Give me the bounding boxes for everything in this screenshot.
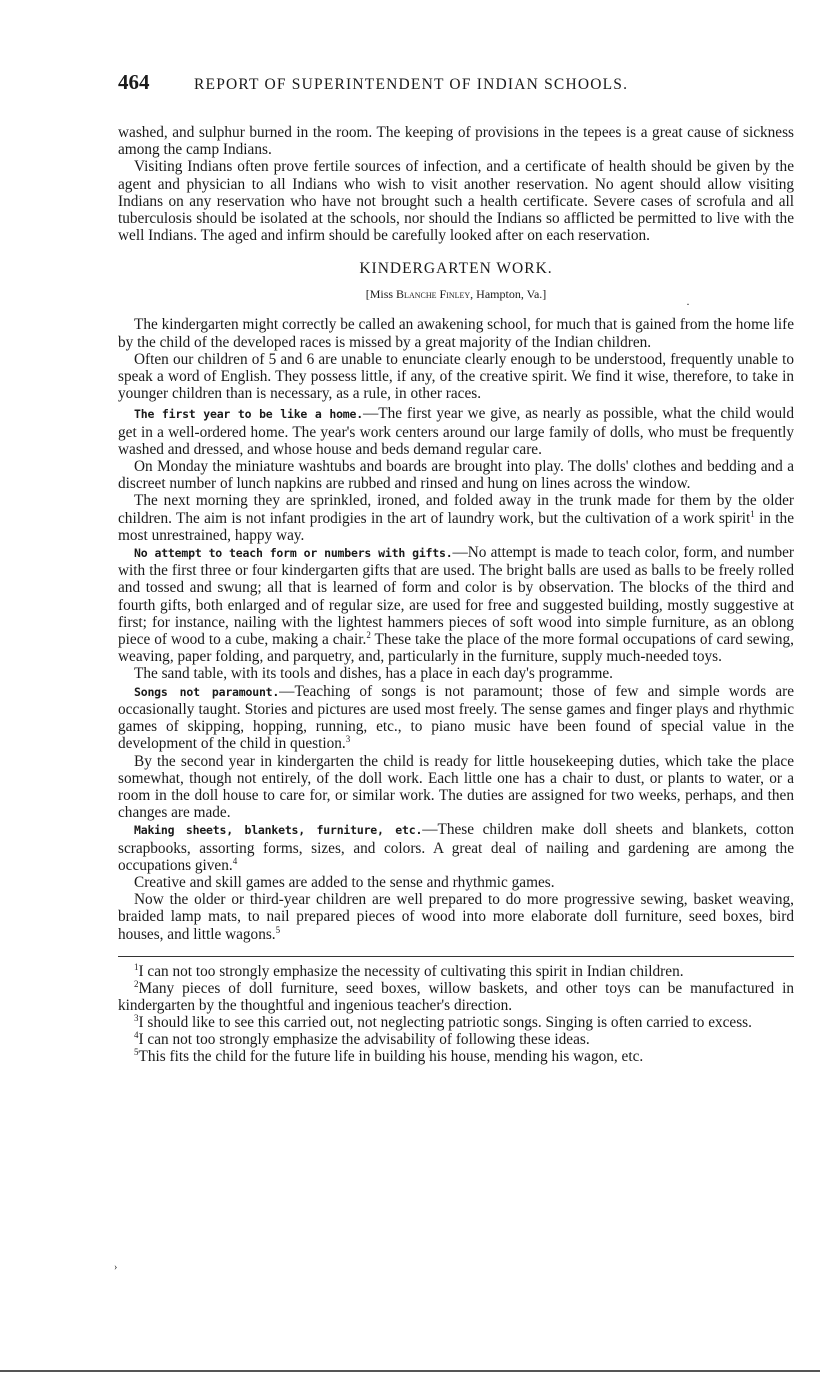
paragraph-text: —The first year we give, as nearly as possible, what the child would get in a well-ordered home. The year's work centers around our large family of dolls, who must be frequently washed and dressed, and whose house and beds demand regular care. bbox=[118, 405, 794, 458]
section-title: KINDERGARTEN WORK. bbox=[359, 260, 553, 278]
side-heading: No attempt to teach form or numbers with gifts. bbox=[134, 546, 453, 561]
paragraph-text: The next morning they are sprinkled, ironed, and folded away in the trunk made for them by the older children. The aim is not infant prodigies in the art of laundry work, but the cultivation of a work spirit bbox=[118, 492, 794, 527]
section-byline bbox=[118, 287, 794, 302]
footnote-divider bbox=[118, 956, 794, 957]
body-paragraph bbox=[118, 683, 794, 753]
footnote-text: I should like to see this carried out, not neglecting patriotic songs. Singing is often carried to excess. bbox=[138, 1013, 752, 1031]
body-paragraph bbox=[118, 891, 794, 943]
paragraph-text: —Teaching of songs is not paramount; those of few and simple words are occasionally taught. Stories and pictures are used most freely. The sense games and finger plays and rhythmic games of skipping, hopping, running, etc., to piano music have been found of special value in the development of the child in question. bbox=[118, 682, 795, 753]
document-page bbox=[118, 70, 794, 1065]
footnotes bbox=[118, 963, 794, 1065]
running-title: REPORT OF SUPERINTENDENT OF INDIAN SCHOOLS. bbox=[194, 76, 629, 93]
side-heading: Songs not paramount. bbox=[134, 684, 280, 699]
footnote bbox=[118, 963, 794, 980]
page-number: 464 bbox=[118, 70, 150, 94]
body-paragraph bbox=[118, 405, 794, 458]
intro-paragraph: Visiting Indians often prove fertile sources of infection, and a certificate of health should be given by the agent and physician to all Indians who wish to visit another reservation. No agent should allow visiting Indians on any reservation who have not brought such a health certificate. Severe cases of scrofula and all tuberculosis should be isolated at the schools, nor should the Indians so afflicted be permitted to live with the well Indians. The aged and infirm should be carefully looked after on each reservation. bbox=[118, 158, 794, 245]
footnote-mark: 1 bbox=[134, 961, 139, 972]
body-paragraph: By the second year in kindergarten the child is ready for little housekeeping duties, which take the place somewhat, though not entirely, of the doll work. Each little one has a chair to dust, or plants to water, or a room in the doll house to care for, or similar work. The duties are assigned for two weeks, perhaps, and then changes are made. bbox=[118, 752, 794, 822]
footnote bbox=[118, 1031, 794, 1048]
byline-author: Blanche Finley bbox=[396, 287, 471, 302]
print-speck: · bbox=[686, 297, 690, 311]
body-paragraph bbox=[118, 821, 794, 874]
footnote-ref: 4 bbox=[232, 855, 238, 866]
footnote bbox=[118, 1048, 794, 1065]
page-header bbox=[118, 70, 794, 106]
byline-open: [Miss bbox=[365, 287, 397, 302]
body-paragraph: On Monday the miniature washtubs and boards are brought into play. The dolls' clothes and bedding and a discreet number of lunch napkins are rubbed and rinsed and hung on lines across the window. bbox=[118, 458, 794, 493]
footnote-mark: 5 bbox=[134, 1046, 139, 1057]
paragraph-text: —These children make doll sheets and blankets, cotton scrapbooks, assorting forms, sizes, and colors. A great deal of nailing and gardening are among the occupations given. bbox=[118, 821, 794, 874]
print-speck: › bbox=[114, 1262, 118, 1273]
footnote-ref: 5 bbox=[275, 924, 281, 935]
paragraph-text: Now the older or third-year children are well prepared to do more progressive sewing, basket weaving, braided lamp mats, to nail prepared pieces of wood into more elaborate doll furniture, seed boxes, bird houses, and little wagons. bbox=[118, 891, 794, 943]
footnote-text: Many pieces of doll furniture, seed boxes, willow baskets, and other toys can be manufactured in kindergarten by the thoughtful and ingenious teacher's direction. bbox=[118, 979, 794, 1014]
body-paragraph: The sand table, with its tools and dishes, has a place in each day's programme. bbox=[134, 665, 613, 683]
body-paragraph: Often our children of 5 and 6 are unable to enunciate clearly enough to be understood, frequently unable to speak a word of English. They possess little, if any, of the creative spirit. We find it wise, therefore, to take in younger children than is necessary, as a rule, in other races. bbox=[118, 350, 794, 403]
footnote bbox=[118, 1014, 794, 1031]
footnote-ref: 1 bbox=[750, 508, 755, 519]
footnote-text: This fits the child for the future life in building his house, mending his wagon, etc. bbox=[138, 1047, 644, 1065]
paragraph-text: in the most unrestrained, happy way. bbox=[118, 509, 794, 544]
footnote-text: I can not too strongly emphasize the advisability of following these ideas. bbox=[138, 1030, 590, 1048]
footnote-mark: 4 bbox=[134, 1029, 139, 1040]
footnote bbox=[118, 980, 794, 1014]
side-heading: Making sheets, blankets, furniture, etc. bbox=[134, 823, 423, 838]
paragraph-text: These take the place of the more formal occupations of card sewing, weaving, paper folding, and parquetry, and, particularly in the furniture, supply much-needed toys. bbox=[118, 631, 794, 666]
body-paragraph bbox=[118, 492, 794, 544]
footnote-ref: 2 bbox=[366, 629, 371, 640]
intro-paragraph-continued: washed, and sulphur burned in the room. The keeping of provisions in the tepees is a great cause of sickness among the camp Indians. bbox=[118, 124, 794, 159]
byline-location: , Hampton, Va.] bbox=[470, 287, 547, 302]
footnote-mark: 2 bbox=[134, 978, 139, 989]
footnote-mark: 3 bbox=[134, 1012, 139, 1023]
body-paragraph bbox=[118, 544, 794, 665]
scan-edge bbox=[0, 1370, 820, 1372]
footnote-ref: 3 bbox=[345, 734, 351, 745]
body-paragraph: Creative and skill games are added to the sense and rhythmic games. bbox=[134, 873, 555, 891]
footnote-text: I can not too strongly emphasize the necessity of cultivating this spirit in Indian children. bbox=[138, 962, 684, 980]
paragraph-text: —No attempt is made to teach color, form, and number with the first three or four kindergarten gifts that are used. The bright balls are used as balls to be freely rolled and tossed and swung; all that is learned of form and color is by observation. The blocks of the third and fourth gifts, both enlarged and of regular size, are used for free and suggested building, mostly suggestive at first; for instance, nailing with the lightest hammers pieces of soft wood into simple furniture, as an oblong piece of wood to a cube, making a chair. bbox=[118, 544, 794, 649]
side-heading: The first year to be like a home. bbox=[134, 407, 363, 422]
body-paragraph: The kindergarten might correctly be called an awakening school, for much that is gained from the home life by the child of the developed races is missed by a great majority of the Indian children. bbox=[118, 316, 794, 351]
